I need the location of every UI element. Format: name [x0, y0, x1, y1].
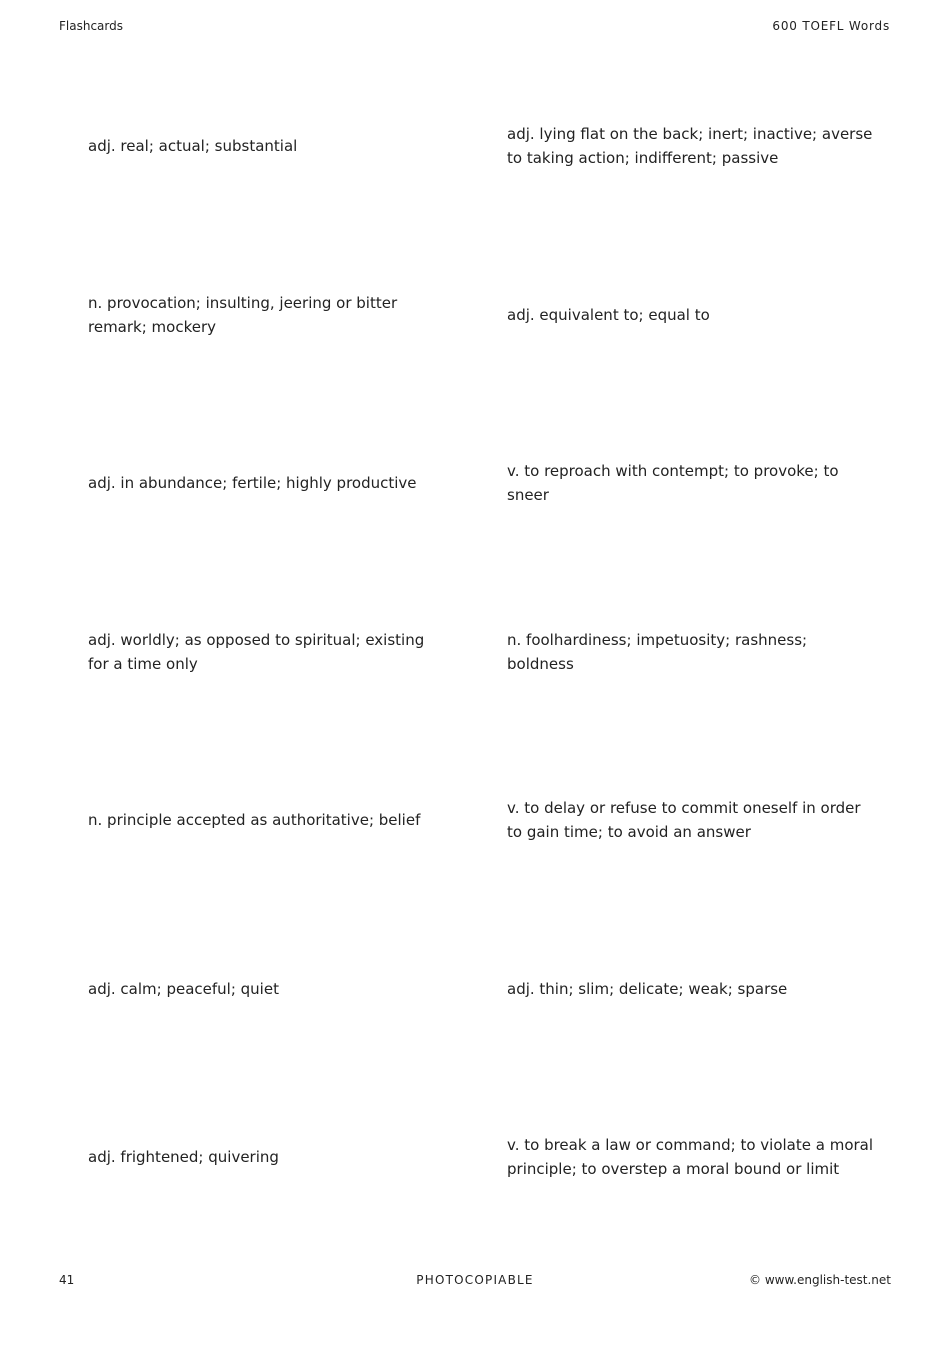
flashcard-definition-left [88, 568, 448, 737]
definition-text: adj. lying flat on the back; inert; inactive; averse to taking action; indifferent; passive [507, 125, 873, 168]
flashcard-row [0, 1073, 950, 1242]
definition-text: adj. real; actual; substantial [88, 137, 298, 156]
definition-text: adj. in abundance; fertile; highly productive [88, 474, 417, 493]
definition-text: adj. calm; peaceful; quiet [88, 979, 279, 998]
flashcard-row [0, 62, 950, 231]
definition-text: n. principle accepted as authoritative; belief [88, 811, 421, 830]
flashcard-row [0, 905, 950, 1074]
definition-text: adj. frightened; quivering [88, 1148, 279, 1167]
definition-text: n. foolhardiness; impetuosity; rashness; boldness [507, 630, 808, 673]
flashcard-definition-right [507, 1073, 877, 1242]
copyright-website: © www.english-test.net [749, 1273, 891, 1287]
flashcard-row [0, 568, 950, 737]
definition-text: adj. worldly; as opposed to spiritual; existing for a time only [88, 630, 425, 673]
flashcard-definition-left [88, 1073, 448, 1242]
flashcard-definition-right [507, 62, 877, 231]
flashcard-definition-left [88, 736, 448, 905]
photocopiable-label: PHOTOCOPIABLE [416, 1273, 534, 1287]
flashcard-grid [0, 62, 950, 1242]
definition-text: adj. thin; slim; delicate; weak; sparse [507, 979, 788, 998]
flashcard-row [0, 399, 950, 568]
definition-text: v. to reproach with contempt; to provoke; to sneer [507, 462, 839, 505]
flashcard-row [0, 231, 950, 400]
flashcard-definition-right [507, 736, 877, 905]
flashcard-definition-right [507, 399, 877, 568]
header-title: Flashcards [59, 19, 123, 33]
flashcard-definition-left [88, 231, 448, 400]
definition-text: n. provocation; insulting, jeering or bitter remark; mockery [88, 293, 398, 336]
definition-text: v. to delay or refuse to commit oneself in order to gain time; to avoid an answer [507, 799, 861, 842]
flashcard-definition-right [507, 905, 877, 1074]
header-book-title: 600 TOEFL Words [772, 19, 890, 33]
flashcard-definition-left [88, 905, 448, 1074]
flashcard-definition-left [88, 399, 448, 568]
definition-text: v. to break a law or command; to violate a moral principle; to overstep a moral bound or limit [507, 1136, 874, 1179]
flashcard-definition-right [507, 231, 877, 400]
flashcard-definition-right [507, 568, 877, 737]
flashcard-definition-left [88, 62, 448, 231]
definition-text: adj. equivalent to; equal to [507, 305, 710, 324]
page-number: 41 [59, 1273, 75, 1287]
flashcard-row [0, 736, 950, 905]
